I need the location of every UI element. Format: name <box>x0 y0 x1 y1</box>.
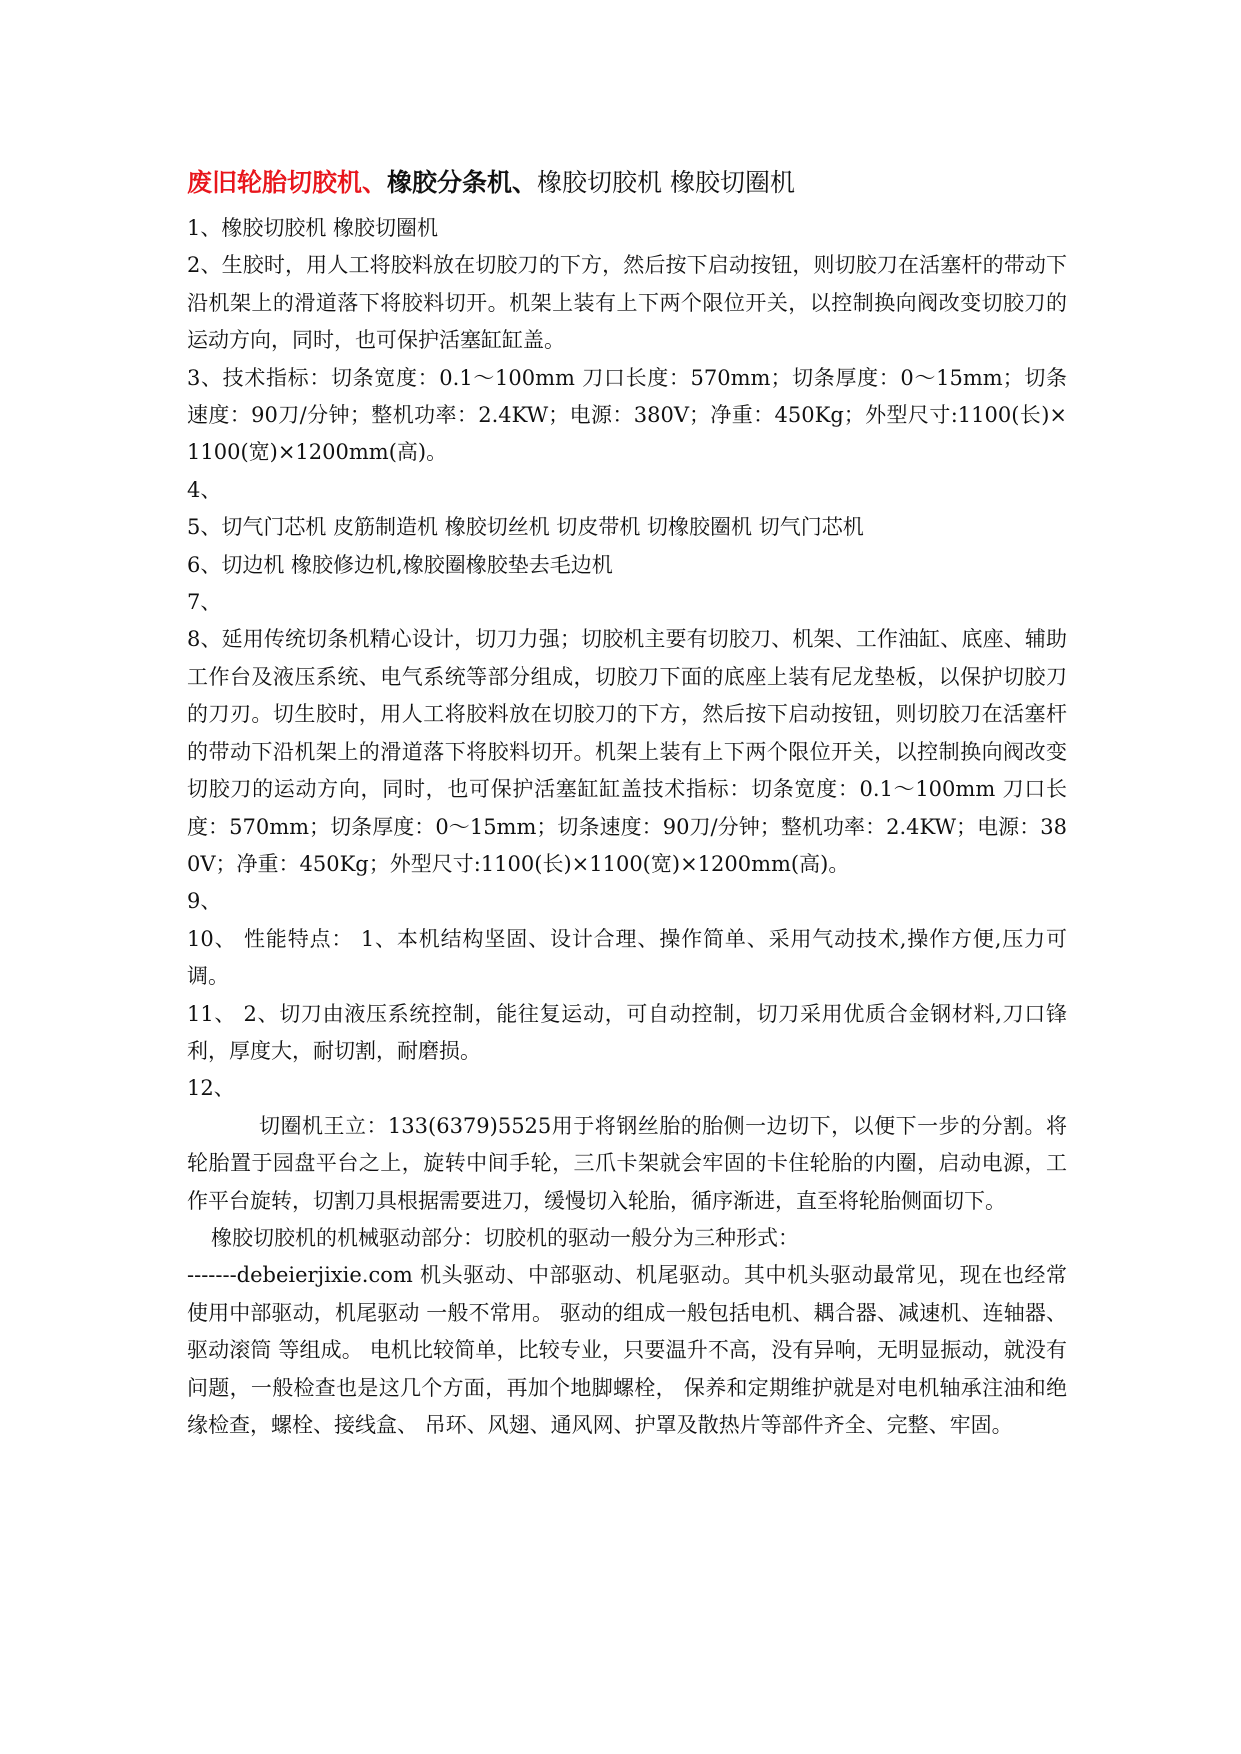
paragraph-5: 5、切气门芯机 皮筋制造机 橡胶切丝机 切皮带机 切橡胶圈机 切气门芯机 <box>187 515 864 540</box>
paragraph-11: 11、 2、切刀由液压系统控制，能往复运动，可自动控制，切刀采用优质合金钢材料,刀口锋利，厚度大，耐切割，耐磨损。 <box>187 1001 1067 1063</box>
paragraph-12: 12、 <box>187 1076 235 1101</box>
paragraph-6: 6、切边机 橡胶修边机,橡胶圈橡胶垫去毛边机 <box>187 552 613 577</box>
title-rest-part: 橡胶切胶机 橡胶切圈机 <box>537 168 795 197</box>
paragraph-7: 7、 <box>187 590 222 615</box>
title-red-part: 废旧轮胎切胶机、 <box>187 168 388 197</box>
paragraph-4: 4、 <box>187 477 222 502</box>
paragraph-contact: 切圈机王立：133(6379)5525用于将钢丝胎的胎侧一边切下，以便下一步的分割。将轮胎置于园盘平台之上，旋转中间手轮，三爪卡架就会牢固的卡住轮胎的内圈，启动电源，工作平台旋转，切割刀具根据需要进刀，缓慢切入轮胎，循序渐进，直至将轮胎侧面切下。 <box>187 1113 1067 1213</box>
paragraph-9: 9、 <box>187 889 222 914</box>
paragraph-2: 2、生胶时，用人工将胶料放在切胶刀的下方，然后按下启动按钮，则切胶刀在活塞杆的带动下沿机架上的滑道落下将胶料切开。机架上装有上下两个限位开关，以控制换向阀改变切胶刀的运动方向，同时，也可保护活塞缸缸盖。 <box>187 253 1067 353</box>
paragraph-8: 8、延用传统切条机精心设计，切刀力强；切胶机主要有切胶刀、机架、工作油缸、底座、辅助工作台及液压系统、电气系统等部分组成，切胶刀下面的底座上装有尼龙垫板，以保护切胶刀的刀刃。切生胶时，用人工将胶料放在切胶刀的下方，然后按下启动按钮，则切胶刀在活塞杆的带动下沿机架上的滑道落下将胶料切开。机架上装有上下两个限位开关，以控制换向阀改变切胶刀的运动方向，同时，也可保护活塞缸缸盖技术指标：切条宽度：0.1～100mm 刀口长度：570mm；切条厚度：0～15mm；切条速度：90刀/分钟；整机功率：2.4KW；电源：380V；净重：450Kg；外型尺寸:1100(长)×1100(宽)×1200mm(高)。 <box>187 627 1067 876</box>
paragraph-1: 1、橡胶切胶机 橡胶切圈机 <box>187 216 439 240</box>
paragraph-10: 10、 性能特点： 1、本机结构坚固、设计合理、操作简单、采用气动技术,操作方便,压力可调。 <box>187 926 1067 989</box>
title-bold-part: 橡胶分条机、 <box>387 168 538 197</box>
paragraph-3: 3、技术指标：切条宽度：0.1～100mm 刀口长度：570mm；切条厚度：0～15mm；切条速度：90刀/分钟；整机功率：2.4KW；电源：380V；净重：450Kg；外型尺寸:1100(长)×1100(宽)×1200mm(高)。 <box>187 365 1067 465</box>
document-title <box>187 160 1067 206</box>
paragraph-drive-detail: -------debeierjixie.com 机头驱动、中部驱动、机尾驱动。其中机头驱动最常见，现在也经常使用中部驱动，机尾驱动 一般不常用。 驱动的组成一般包括电机、耦合器、减速机、连轴器、驱动滚筒 等组成。 电机比较简单，比较专业，只要温升不高，没有异响，无明显振动，就没有问题，一般检查也是这几个方面，再加个地脚螺栓， 保养和定期维护就是对电机轴承注油和绝缘检查，螺栓、接线盒、 吊环、风翅、通风网、护罩及散热片等部件齐全、完整、牢固。 <box>187 1263 1067 1437</box>
document-body <box>187 160 1067 1444</box>
paragraph-drive-intro: 橡胶切胶机的机械驱动部分：切胶机的驱动一般分为三种形式： <box>211 1225 799 1250</box>
